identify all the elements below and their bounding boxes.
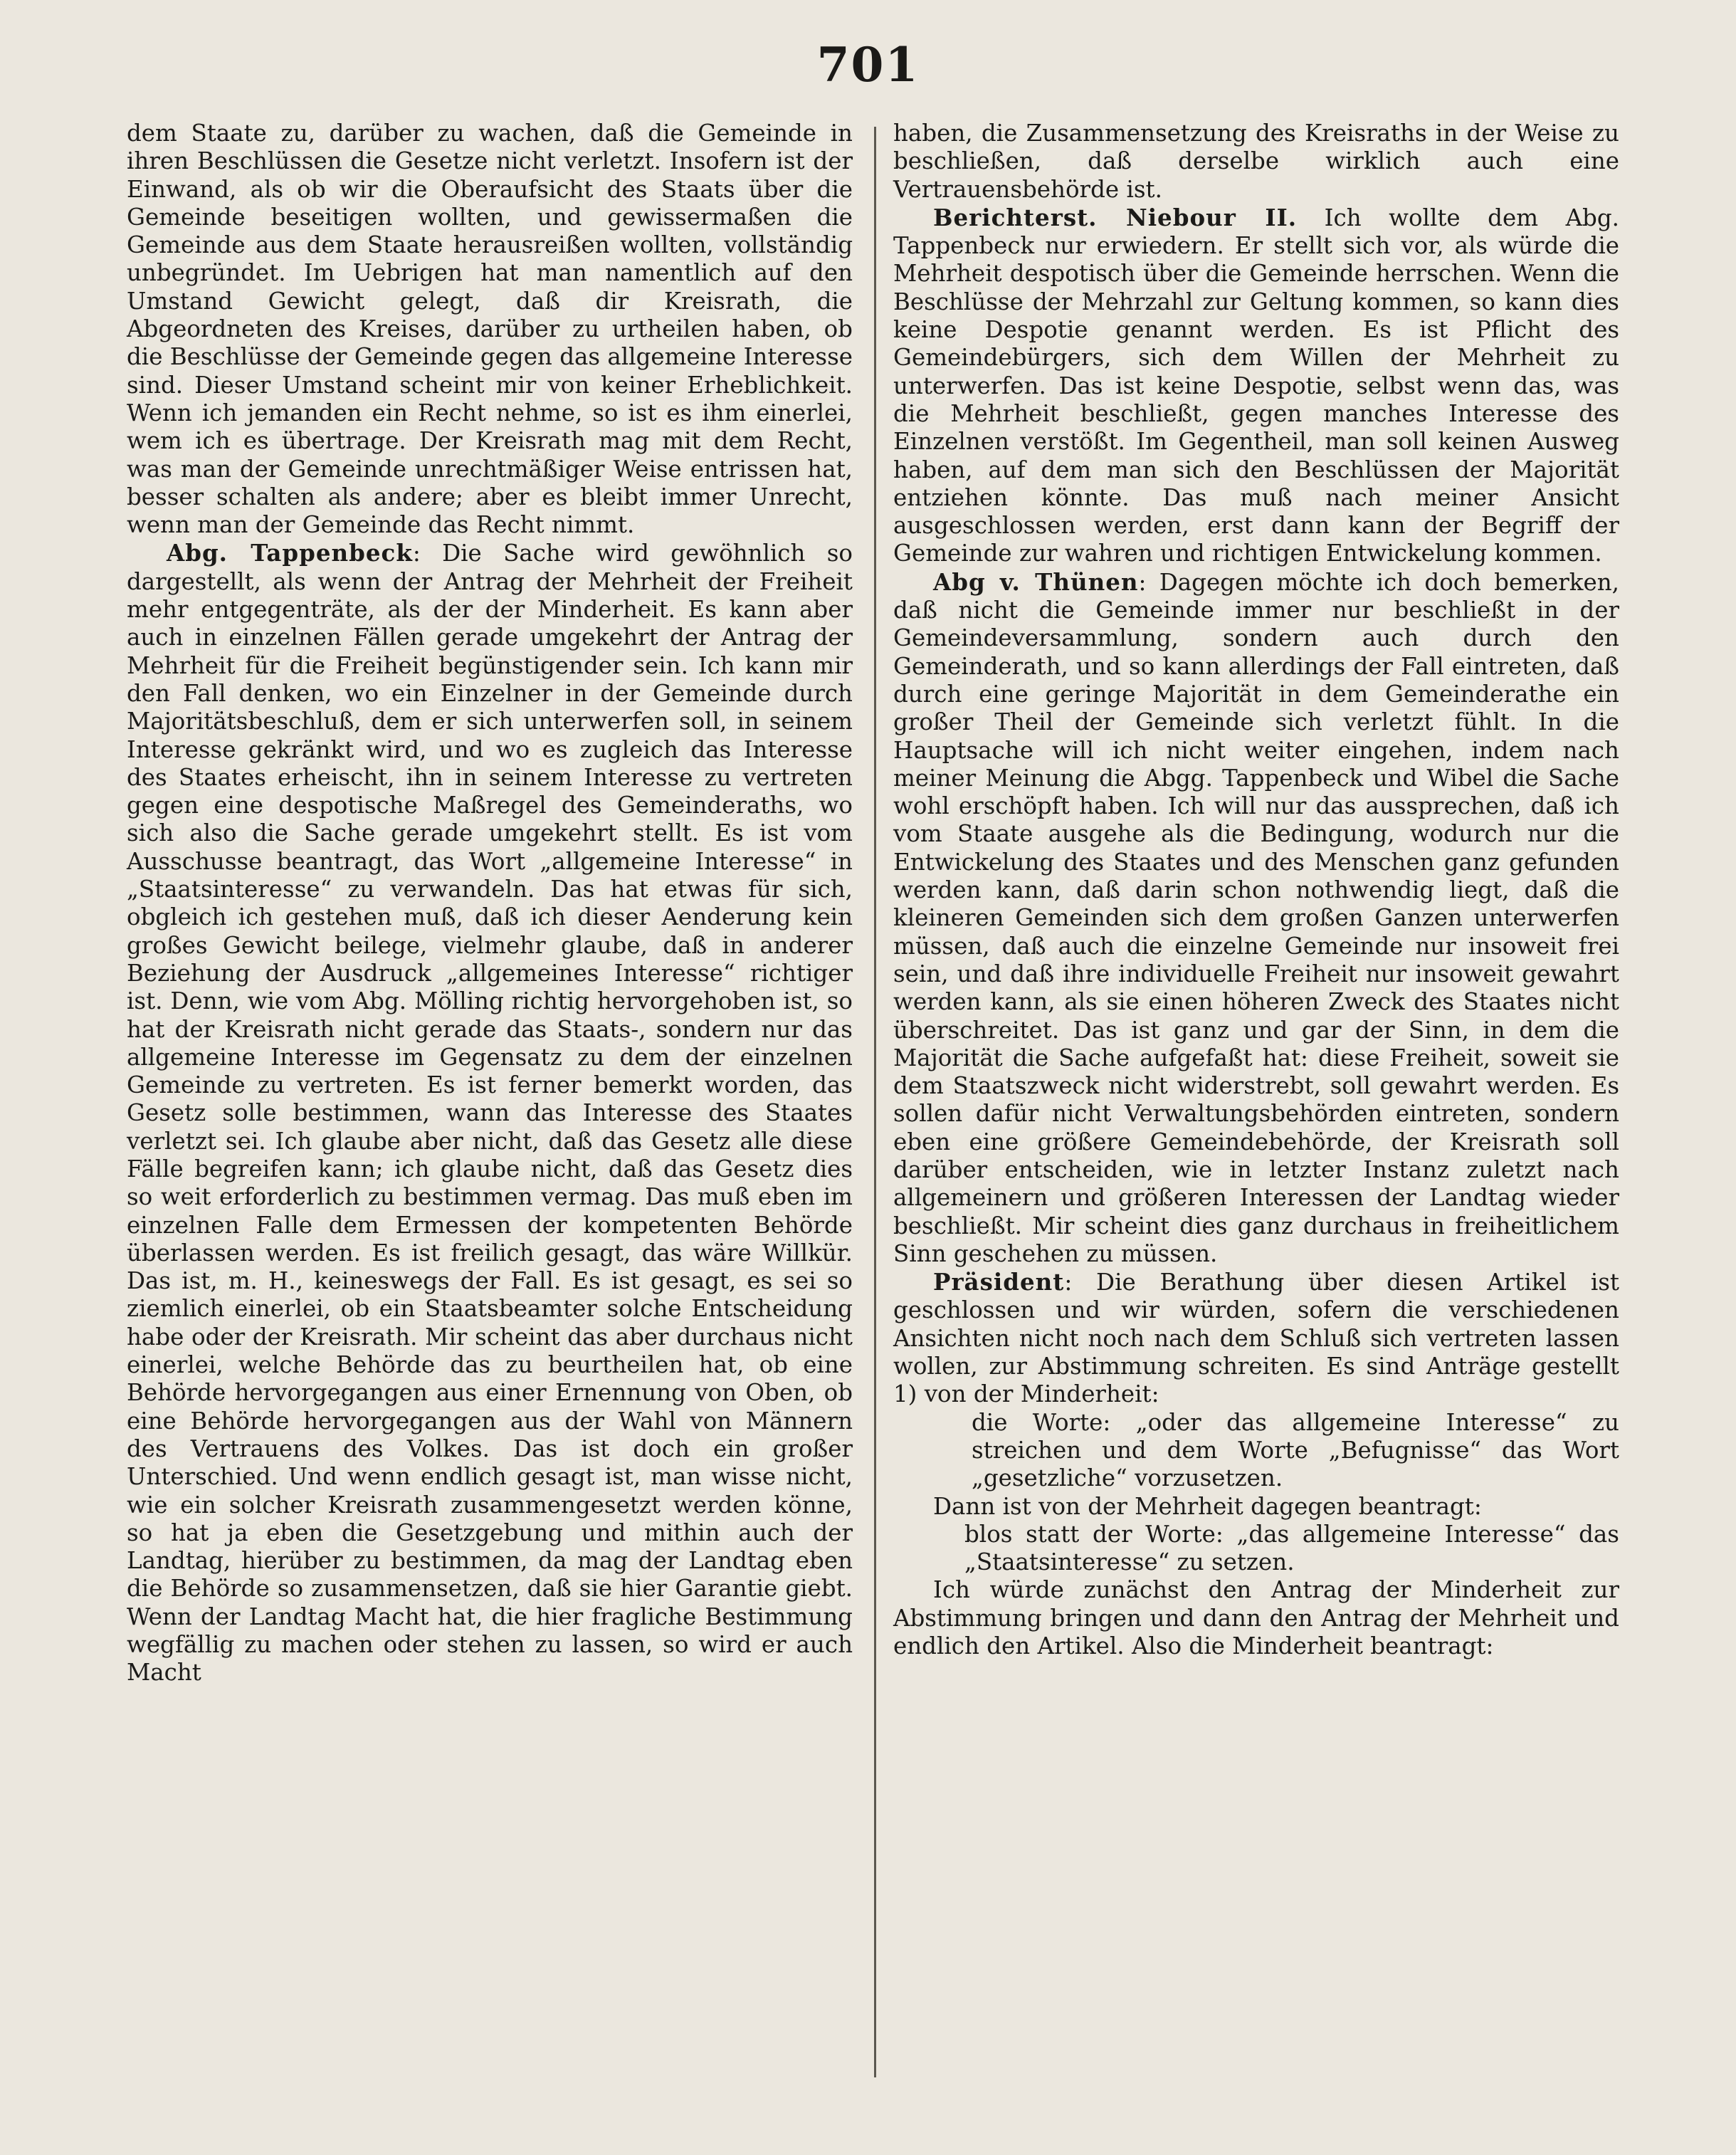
speech-text: : Die Berathung über diesen Artikel ist geschlossen und wir würden, sofern die verschiedenen Ansichten nicht noch nach dem Schluß sich vertreten lassen wollen, zur Abstimmung schreiten. Es sind Anträge gestellt 1) von der Minderheit: [893,1269,1619,1408]
paragraph [893,1268,1619,1408]
speech-text: : Die Sache wird gewöhnlich so dargestellt, als wenn der Antrag der Mehrheit der Freiheit mehr entgegenträte, als der der Minderheit. Es kann aber auch in einzelnen Fällen gerade umgekehrt der Antrag der Mehrheit für die Freiheit begünstigender sein. Ich kann mir den Fall denken, wo ein Einzelner in der Gemeinde durch Majoritätsbeschluß, dem er sich unterwerfen soll, in seinem Interesse gekränkt wird, und wo es zugleich das Interesse des Staates erheischt, ihn in seinem Interesse zu vertreten gegen eine despotische Maßregel des Gemeinderaths, wo sich also die Sache gerade umgekehrt stellt. Es ist vom Ausschusse beantragt, das Wort „allgemeine Interesse“ in „Staatsinteresse“ zu verwandeln. Das hat etwas für sich, obgleich ich gestehen muß, daß ich dieser Aenderung kein großes Gewicht beilege, vielmehr glaube, daß in anderer Beziehung der Ausdruck „allgemeines Interesse“ richtiger ist. Denn, wie vom Abg. Mölling richtig hervorgehoben ist, so hat der Kreisrath nicht gerade das Staats-, sondern nur das allgemeine Interesse im Gegensatz zu dem der einzelnen Gemeinde zu vertreten. Es ist ferner bemerkt worden, das Gesetz solle bestimmen, wann das Interesse des Staates verletzt sei. Ich glaube aber nicht, daß das Gesetz alle diese Fälle begreifen kann; ich glaube nicht, daß das Gesetz dies so weit erforderlich zu bestimmen vermag. Das muß eben im einzelnen Falle dem Ermessen der kompetenten Behörde überlassen werden. Es ist freilich gesagt, das wäre Willkür. Das ist, m. H., keineswegs der Fall. Es ist gesagt, es sei so ziemlich einerlei, ob ein Staatsbeamter solche Entscheidung habe oder der Kreisrath. Mir scheint das aber durchaus nicht einerlei, welche Behörde das zu beurtheilen hat, ob eine Behörde hervorgegangen aus einer Ernennung von Oben, ob eine Behörde hervorgegangen aus der Wahl von Männern des Vertrauens des Volkes. Das ist doch ein großer Unterschied. Und wenn endlich gesagt ist, man wisse nicht, wie ein solcher Kreisrath zusammengesetzt werden könne, so hat ja eben die Gesetzgebung und mithin auch der Landtag, hierüber zu bestimmen, da mag der Landtag eben die Behörde so zusammensetzen, daß sie hier Garantie giebt. Wenn der Landtag Macht hat, die hier fragliche Bestimmung wegfällig zu machen oder stehen zu lassen, so wird er auch Macht [127,540,853,1687]
speaker-name: Abg. Tappenbeck [167,539,413,567]
speaker-name: Berichterst. Niebour II. [933,203,1298,231]
paragraph: Ich würde zunächst den Antrag der Minderheit zur Abstimmung bringen und dann den Antrag der Mehrheit und endlich den Artikel. Also die Minderheit beantragt: [893,1576,1619,1660]
paragraph: Dann ist von der Mehrheit dagegen beantragt: [933,1492,1482,1520]
paragraph [893,568,1619,1268]
column-divider [874,127,876,2077]
proposal-minority: die Worte: „oder das allgemeine Interesse“ zu streichen und dem Worte „Befugnisse“ das Wort „gesetzliche“ vorzusetzen. [972,1408,1619,1492]
paragraph: haben, die Zusammensetzung des Kreisraths in der Weise zu beschließen, daß derselbe wirklich auch eine Vertrauensbehörde ist. [893,120,1619,203]
left-column [127,120,853,1687]
right-column [893,120,1619,1660]
paragraph: dem Staate zu, darüber zu wachen, daß die Gemeinde in ihren Beschlüssen die Gesetze nicht verletzt. Insofern ist der Einwand, als ob wir die Oberaufsicht des Staats über die Gemeinde beseitigen wollten, und gewissermaßen die Gemeinde aus dem Staate herausreißen wollten, vollständig unbegründet. Im Uebrigen hat man namentlich auf den Umstand Gewicht gelegt, daß dir Kreisrath, die Abgeordneten des Kreises, darüber zu urtheilen haben, ob die Beschlüsse der Gemeinde gegen das allgemeine Interesse sind. Dieser Umstand scheint mir von keiner Erheblichkeit. Wenn ich jemanden ein Recht nehme, so ist es ihm einerlei, wem ich es übertrage. Der Kreisrath mag mit dem Recht, was man der Gemeinde unrechtmäßiger Weise entrissen hat, besser schalten als andere; aber es bleibt immer Unrecht, wenn man der Gemeinde das Recht nimmt. [127,120,853,539]
speaker-name: Präsident [933,1268,1065,1296]
speech-text: Ich wollte dem Abg. Tappenbeck nur erwiedern. Er stellt sich vor, als würde die Mehrheit despotisch über die Gemeinde herrschen. Wenn die Beschlüsse der Mehrzahl zur Geltung kommen, so kann dies keine Despotie genannt werden. Es ist Pflicht des Gemeindebürgers, sich dem Willen der Mehrheit zu unterwerfen. Das ist keine Despotie, selbst wenn das, was die Mehrheit beschließt, gegen manches Interesse des Einzelnen verstößt. Im Gegentheil, man soll keinen Ausweg haben, auf dem man sich den Beschlüssen der Majorität entziehen könnte. Das muß nach meiner Ansicht ausgeschlossen werden, erst dann kann der Begriff der Gemeinde zur wahren und richtigen Entwickelung kommen. [893,204,1619,567]
speech-text: : Dagegen möchte ich doch bemerken, daß nicht die Gemeinde immer nur beschließt in der Gemeindeversammlung, sondern auch durch den Gemeinderath, und so kann allerdings der Fall eintreten, daß durch eine geringe Majorität in dem Gemeinderathe ein großer Theil der Gemeinde sich verletzt fühlt. In die Hauptsache will ich nicht weiter eingehen, indem nach meiner Meinung die Abgg. Tappenbeck und Wibel die Sache wohl erschöpft haben. Ich will nur das aussprechen, daß ich vom Staate ausgehe als die Bedingung, wodurch nur die Entwickelung des Staates und des Menschen ganz gefunden werden kann, daß darin schon nothwendig liegt, daß die kleineren Gemeinden sich dem großen Ganzen unterwerfen müssen, daß auch die einzelne Gemeinde nur insoweit frei sein, und daß ihre individuelle Freiheit nur insoweit gewahrt werden kann, als sie einen höheren Zweck des Staates nicht überschreitet. Das ist ganz und gar der Sinn, in dem die Majorität die Sache aufgefaßt hat: diese Freiheit, soweit sie dem Staatszweck nicht widerstrebt, soll gewahrt werden. Es sollen dafür nicht Verwaltungsbehörden eintreten, sondern eben eine größere Gemeindebehörde, der Kreisrath soll darüber entscheiden, wie in letzter Instanz zuletzt nach allgemeinern und größeren Interessen der Landtag wieder beschließt. Mir scheint dies ganz durchaus in freiheitlichem Sinn geschehen zu müssen. [893,568,1619,1267]
speaker-name: Abg v. Thünen [933,567,1139,596]
proposal-majority: blos statt der Worte: „das allgemeine Interesse“ das „Staatsinteresse“ zu setzen. [964,1520,1619,1576]
page-number: 701 [816,37,920,93]
paragraph [893,204,1619,568]
paragraph [127,539,853,1687]
